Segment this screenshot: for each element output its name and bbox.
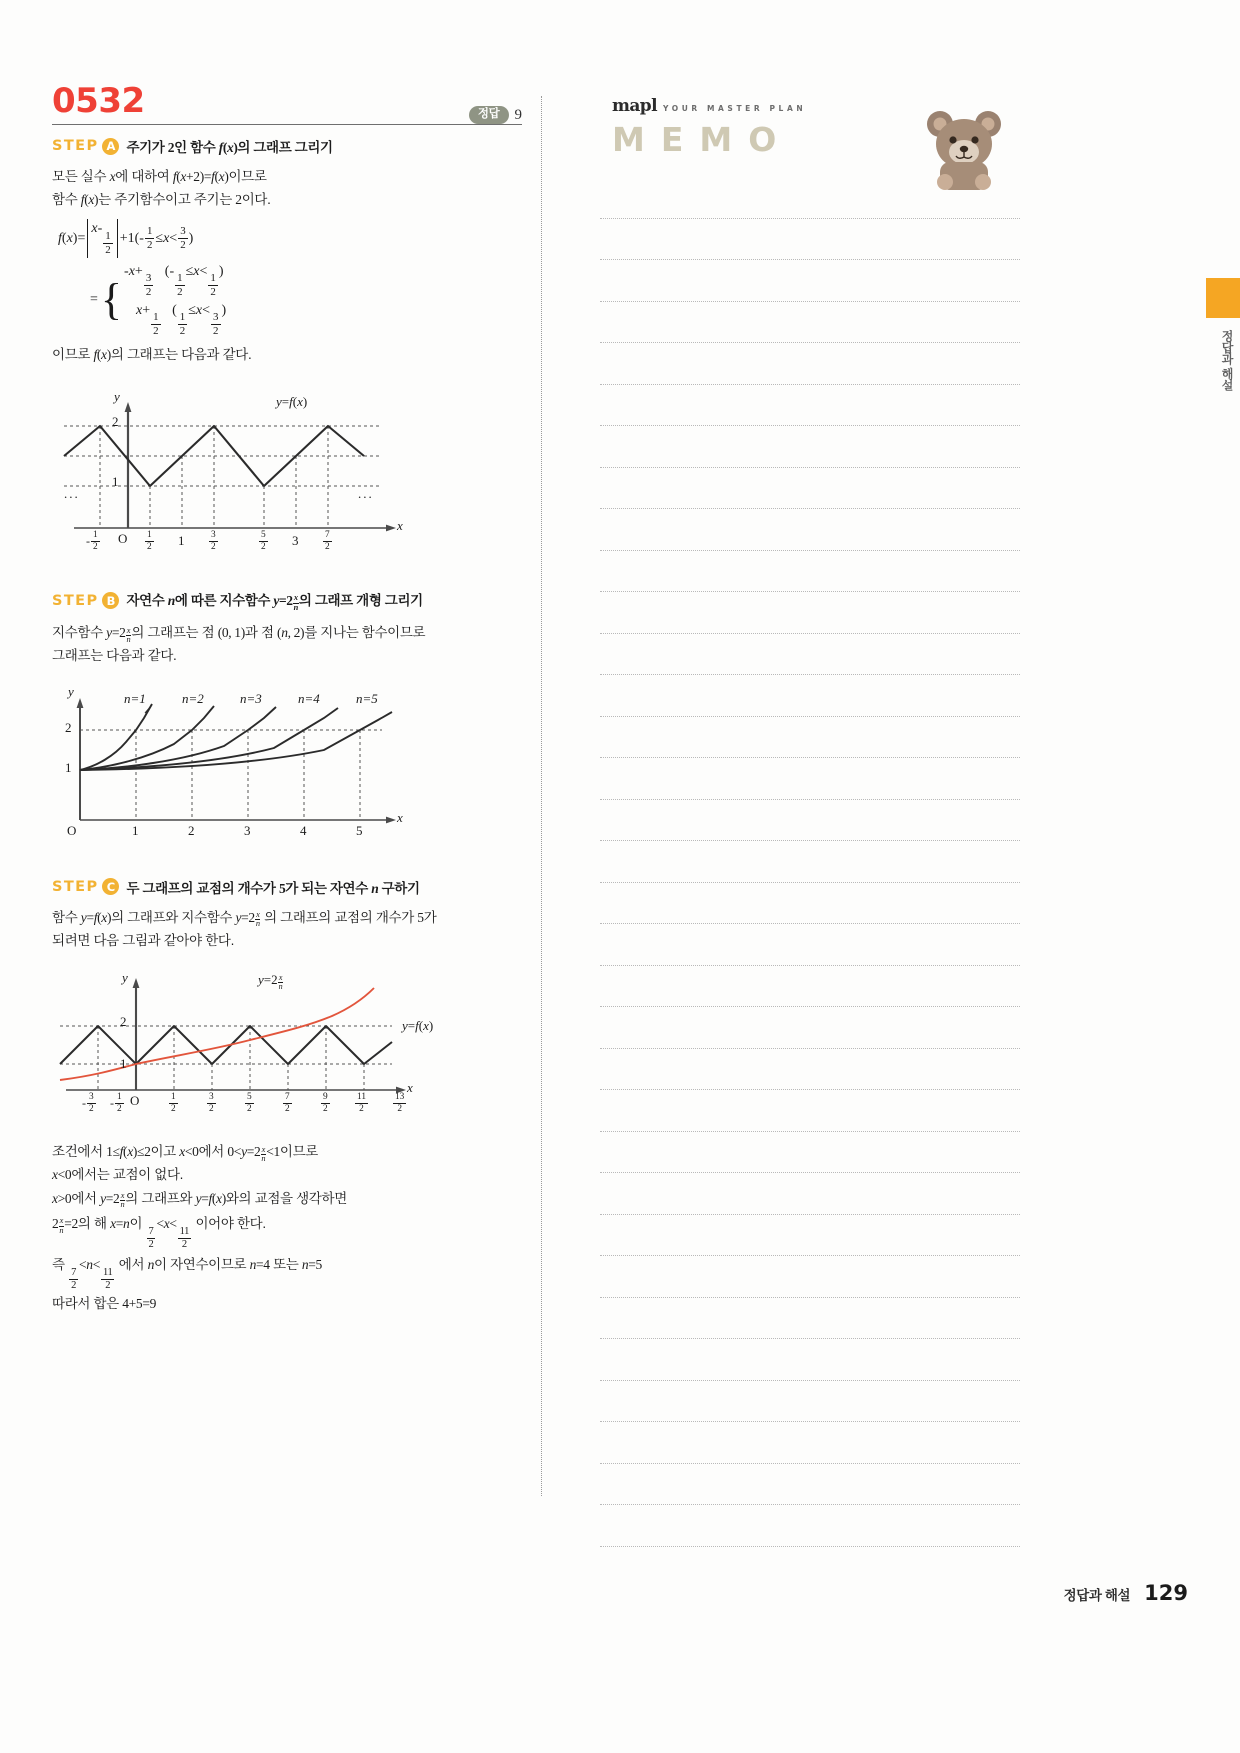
memo-line[interactable] xyxy=(600,385,1020,427)
fig3-xtick-13half: $\frac{13}{2}$ xyxy=(395,1092,405,1115)
side-tab-label: 정답과 해설 xyxy=(1220,330,1234,391)
memo-line[interactable] xyxy=(600,1132,1020,1174)
footer-page-number: 129 xyxy=(1144,1581,1188,1605)
fig1-origin-label: O xyxy=(118,531,128,547)
memo-line[interactable] xyxy=(600,1090,1020,1132)
bear-mascot-icon xyxy=(918,104,1010,196)
side-tab-marker xyxy=(1206,278,1240,318)
memo-line[interactable] xyxy=(600,302,1020,344)
fig3-xtick-11half: $\frac{11}{2}$ xyxy=(357,1092,366,1115)
concl-line-1: 조건에서 1≤f(x)≤2이고 x<0에서 0<y=2 $\frac{x}{n}$ <1이므로 xyxy=(52,1144,318,1163)
fig2-ytick-2: 2 xyxy=(65,719,72,735)
fig1-xtick-1: 1 xyxy=(178,533,185,549)
column-divider xyxy=(541,96,542,1496)
step-a-line-1: 모든 실수 x에 대하여 f(x+2)=f(x)이므로 xyxy=(52,169,267,184)
formula-row-1: f ( x )= x- $\frac{1}{2}$ +1 ( - $\frac{1}{2}$ ≤ x < $\frac{3}{2}$ ) xyxy=(58,221,194,256)
fig1-xtick-3: 3 xyxy=(292,533,299,549)
fig2-series-label-n3: n=3 xyxy=(240,690,262,706)
memo-line[interactable] xyxy=(600,551,1020,593)
memo-line[interactable] xyxy=(600,1007,1020,1049)
step-a-word: STEP xyxy=(52,138,99,154)
fig3-xtick-7half: $\frac{7}{2}$ xyxy=(285,1092,290,1115)
concl-line-6: 따라서 합은 4+5=9 xyxy=(52,1296,156,1312)
step-a-header xyxy=(52,136,522,156)
memo-line[interactable] xyxy=(600,841,1020,883)
memo-line[interactable] xyxy=(600,1049,1020,1091)
memo-line[interactable] xyxy=(600,260,1020,302)
concl-line-3: x>0에서 y=2 $\frac{x}{n}$ 의 그래프와 y=f(x)와의 교점을 생각하면 xyxy=(52,1190,347,1210)
memo-line[interactable] xyxy=(600,634,1020,676)
memo-line[interactable] xyxy=(600,1173,1020,1215)
memo-line[interactable] xyxy=(600,1256,1020,1298)
step-a-line-3: 이므로 f(x)의 그래프는 다음과 같다. xyxy=(52,346,252,362)
memo-lines[interactable] xyxy=(600,177,1020,1547)
memo-line[interactable] xyxy=(600,1381,1020,1423)
memo-line[interactable] xyxy=(600,1215,1020,1257)
piecewise-formula xyxy=(58,219,522,336)
memo-line[interactable] xyxy=(600,1339,1020,1381)
figure-exponential-family xyxy=(52,680,522,855)
step-a-line-2: 함수 f(x)는 주기함수이고 주기는 2이다. xyxy=(52,192,271,208)
brand-mapl-logo: mapl xyxy=(612,96,657,116)
step-c-letter: C xyxy=(102,878,119,895)
fig1-series-label: y=f(x) xyxy=(276,394,308,410)
memo-line[interactable] xyxy=(600,1505,1020,1547)
fig2-series-label-n2: n=2 xyxy=(182,690,204,706)
figure-intersections xyxy=(52,964,522,1124)
concl-line-5: 즉 $\frac{7}{2}$ <n< $\frac{11}{2}$ 에서 n이 자연수이므로 n=4 또는 n=5 xyxy=(52,1256,322,1292)
step-b-letter: B xyxy=(102,592,119,609)
fig2-x-axis-label: x xyxy=(397,809,403,825)
concl-line-2: x<0에서는 교점이 없다. xyxy=(52,1167,184,1183)
fig1-ytick-1: 1 xyxy=(112,474,119,490)
memo-line[interactable] xyxy=(600,883,1020,925)
memo-line[interactable] xyxy=(600,468,1020,510)
problem-number: 0532 xyxy=(52,81,145,121)
fig1-xtick-3half: $\frac{3}{2}$ xyxy=(211,530,216,553)
step-b-line-1: 지수함수 y=2 $\frac{x}{n}$ 의 그래프는 점 (0, 1)과 점 (n, 2)를 지나는 함수이므로 xyxy=(52,625,426,645)
fig2-xtick-2: 2 xyxy=(188,822,195,838)
memo-heading: MEMO xyxy=(612,120,793,159)
fig1-xtick-7half: $\frac{7}{2}$ xyxy=(325,530,330,553)
memo-line[interactable] xyxy=(600,924,1020,966)
fig1-ellipsis-right: ... xyxy=(358,486,374,502)
fig2-series-label-n1: n=1 xyxy=(124,690,146,706)
answer-value: 9 xyxy=(514,106,522,123)
formula-piece-2: x+ $\frac{1}{2}$ ( $\frac{1}{2}$ ≤x< $\frac{3}{2}$ ) xyxy=(136,302,227,337)
fig1-y-axis-label: y xyxy=(114,389,120,405)
fig1-xtick-5half: $\frac{5}{2}$ xyxy=(261,530,266,553)
fig2-series-label-n4: n=4 xyxy=(298,690,320,706)
fig3-series-label-f: y=f(x) xyxy=(402,1018,434,1034)
step-a-title: 주기가 2인 함수 f(x)의 그래프 그리기 xyxy=(126,140,333,155)
fig2-xtick-3: 3 xyxy=(244,822,251,838)
memo-line[interactable] xyxy=(600,1298,1020,1340)
memo-line[interactable] xyxy=(600,1422,1020,1464)
step-c-word: STEP xyxy=(52,878,99,895)
fig2-ytick-1: 1 xyxy=(65,759,72,775)
fig3-x-axis-label: x xyxy=(407,1080,413,1096)
brand-tagline: YOUR MASTER PLAN xyxy=(662,104,807,113)
fig3-xtick-3half: $\frac{3}{2}$ xyxy=(209,1092,214,1115)
formula-row-2: = { -x+ $\frac{3}{2}$ (- $\frac{1}{2}$ ≤x< $\frac{1}{2}$ ) x+ $\frac{1}{2}$ ( $\frac{1}{2}$ ≤x< $\frac{3}{2}$ ) xyxy=(90,263,227,337)
fig1-ytick-2: 2 xyxy=(112,414,119,430)
fig3-ytick-2: 2 xyxy=(120,1014,127,1030)
fig3-xtick-9half: $\frac{9}{2}$ xyxy=(323,1092,328,1115)
fig2-series-label-n5: n=5 xyxy=(356,690,378,706)
memo-line[interactable] xyxy=(600,343,1020,385)
footer-label: 정답과 해설 xyxy=(1063,1588,1131,1603)
fig1-x-axis-label: x xyxy=(397,518,403,534)
fig3-y-axis-label: y xyxy=(122,970,128,986)
step-b-title: 자연수 n에 따른 지수함수 y=2 $\frac{x}{n}$ 의 그래프 개형 그리기 xyxy=(126,593,423,612)
fig1-ellipsis-left: ... xyxy=(64,486,80,502)
fig2-xtick-5: 5 xyxy=(356,822,363,838)
step-b-word: STEP xyxy=(52,592,99,609)
formula-piece-1: -x+ $\frac{3}{2}$ (- $\frac{1}{2}$ ≤x< $\frac{1}{2}$ ) xyxy=(124,263,224,298)
step-b-line-2: 그래프는 다음과 같다. xyxy=(52,648,177,664)
fig3-xtick-neg3half: - $\frac{3}{2}$ xyxy=(82,1092,94,1115)
fig3-xtick-1half: $\frac{1}{2}$ xyxy=(171,1092,176,1115)
step-c-line-1: 함수 y=f(x)의 그래프와 지수함수 y=2 $\frac{x}{n}$ 의 그래프의 교점의 개수가 5가 xyxy=(52,909,437,929)
step-c-title: 두 그래프의 교점의 개수가 5가 되는 자연수 n 구하기 xyxy=(126,880,420,896)
step-c-header xyxy=(52,877,522,897)
memo-line[interactable] xyxy=(600,219,1020,261)
figure-periodic-f xyxy=(52,378,522,563)
periodic-f-svg xyxy=(52,378,452,563)
memo-line[interactable] xyxy=(600,675,1020,717)
memo-column xyxy=(600,96,1020,1547)
memo-line[interactable] xyxy=(600,758,1020,800)
fig3-origin-label: O xyxy=(130,1093,140,1109)
title-rule xyxy=(52,124,522,125)
fig3-series-label-exp: y=2 $\frac{x}{n}$ xyxy=(258,972,283,991)
fig2-y-axis-label: y xyxy=(68,683,74,699)
memo-line[interactable] xyxy=(600,1464,1020,1506)
fig3-xtick-neg1half: - $\frac{1}{2}$ xyxy=(110,1092,122,1115)
fig1-xtick-half: $\frac{1}{2}$ xyxy=(147,530,152,553)
fig3-xtick-5half: $\frac{5}{2}$ xyxy=(247,1092,252,1115)
conclusion-block xyxy=(52,1140,522,1315)
answer-badge: 정답 xyxy=(469,106,509,124)
solution-column xyxy=(52,81,522,1315)
fig1-xtick-neg-half: - $\frac{1}{2}$ xyxy=(86,530,98,553)
memo-line[interactable] xyxy=(600,800,1020,842)
answer-area xyxy=(469,106,522,124)
memo-line[interactable] xyxy=(600,592,1020,634)
page-footer xyxy=(1064,1581,1188,1605)
fig2-xtick-1: 1 xyxy=(132,822,139,838)
memo-line[interactable] xyxy=(600,717,1020,759)
memo-line[interactable] xyxy=(600,509,1020,551)
fig2-xtick-4: 4 xyxy=(300,822,307,838)
fig2-origin-label: O xyxy=(67,822,77,838)
concl-line-4: 2 $\frac{x}{n}$ =2의 해 x=n이 $\frac{7}{2}$ <x< $\frac{11}{2}$ 이어야 한다. xyxy=(52,1215,266,1251)
step-c-line-2: 되려면 다음 그림과 같아야 한다. xyxy=(52,932,234,948)
fig3-ytick-1: 1 xyxy=(120,1056,127,1072)
step-a-letter: A xyxy=(102,138,119,155)
memo-line[interactable] xyxy=(600,966,1020,1008)
memo-line[interactable] xyxy=(600,426,1020,468)
step-b-header xyxy=(52,589,522,612)
